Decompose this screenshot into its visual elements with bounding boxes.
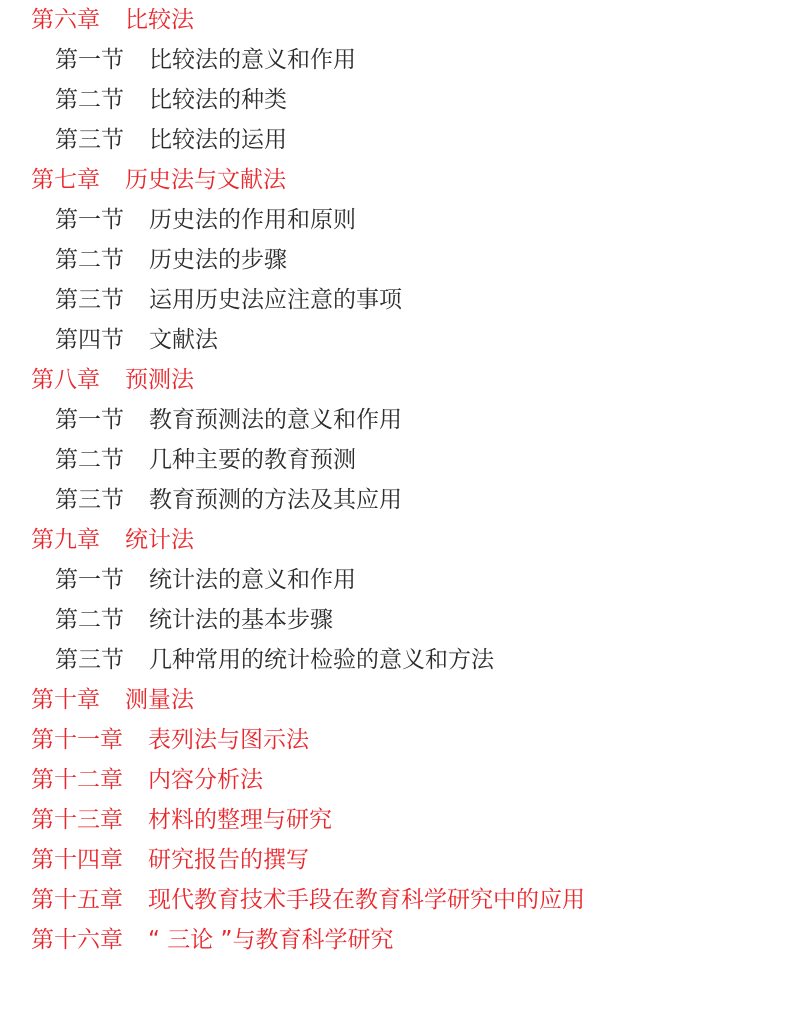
toc-section[interactable] [55,280,402,320]
toc-section[interactable] [55,320,218,360]
toc-section[interactable] [55,120,287,160]
section-title: 几种常用的统计检验的意义和方法 [149,647,494,673]
section-number: 第一节 [55,407,124,433]
chapter-title: 表列法与图示法 [148,727,309,753]
chapter-title: 历史法与文献法 [125,167,286,193]
section-number: 第三节 [55,487,124,513]
section-title: 统计法的意义和作用 [149,567,356,593]
section-number: 第二节 [55,607,124,633]
chapter-title: 预测法 [125,367,194,393]
toc-chapter[interactable] [31,680,194,720]
chapter-title: 材料的整理与研究 [148,807,332,833]
section-number: 第一节 [55,207,124,233]
toc-section[interactable] [55,480,402,520]
toc-chapter[interactable] [31,880,585,920]
toc-chapter[interactable] [31,360,194,400]
chapter-number: 第六章 [31,7,100,33]
chapter-number: 第十五章 [31,887,123,913]
section-number: 第一节 [55,47,124,73]
chapter-number: 第十二章 [31,767,123,793]
chapter-title: 测量法 [125,687,194,713]
section-number: 第一节 [55,567,124,593]
toc-chapter[interactable] [31,520,194,560]
toc-section[interactable] [55,600,333,640]
section-number: 第三节 [55,287,124,313]
section-title: 比较法的运用 [149,127,287,153]
section-title: 文献法 [149,327,218,353]
section-title: 运用历史法应注意的事项 [149,287,402,313]
toc-section[interactable] [55,560,356,600]
toc-chapter[interactable] [31,760,263,800]
chapter-number: 第十章 [31,687,100,713]
chapter-number: 第七章 [31,167,100,193]
section-title: 统计法的基本步骤 [149,607,333,633]
chapter-number: 第八章 [31,367,100,393]
section-title: 教育预测的方法及其应用 [149,487,402,513]
section-number: 第二节 [55,87,124,113]
section-title: 历史法的步骤 [149,247,287,273]
section-number: 第二节 [55,447,124,473]
chapter-title: 内容分析法 [148,767,263,793]
toc-section[interactable] [55,440,356,480]
section-title: 历史法的作用和原则 [149,207,356,233]
section-title: 几种主要的教育预测 [149,447,356,473]
toc-chapter[interactable] [31,160,286,200]
chapter-number: 第十三章 [31,807,123,833]
chapter-title: 现代教育技术手段在教育科学研究中的应用 [148,887,585,913]
toc-section[interactable] [55,200,356,240]
chapter-number: 第十四章 [31,847,123,873]
section-number: 第三节 [55,127,124,153]
toc-section[interactable] [55,40,356,80]
section-title: 教育预测法的意义和作用 [149,407,402,433]
section-title: 比较法的意义和作用 [149,47,356,73]
chapter-number: 第十一章 [31,727,123,753]
chapter-title: 统计法 [125,527,194,553]
chapter-title: 研究报告的撰写 [148,847,309,873]
chapter-title: “ 三论 ”与教育科学研究 [148,927,394,953]
chapter-number: 第九章 [31,527,100,553]
toc-section[interactable] [55,640,494,680]
toc-chapter[interactable] [31,720,309,760]
toc-section[interactable] [55,240,287,280]
section-number: 第三节 [55,647,124,673]
chapter-number: 第十六章 [31,927,123,953]
toc-chapter[interactable] [31,840,309,880]
toc-chapter[interactable] [31,920,393,960]
section-title: 比较法的种类 [149,87,287,113]
toc-section[interactable] [55,80,287,120]
chapter-title: 比较法 [125,7,194,33]
toc-chapter[interactable] [31,0,194,40]
section-number: 第二节 [55,247,124,273]
section-number: 第四节 [55,327,124,353]
toc-chapter[interactable] [31,800,332,840]
toc-section[interactable] [55,400,402,440]
